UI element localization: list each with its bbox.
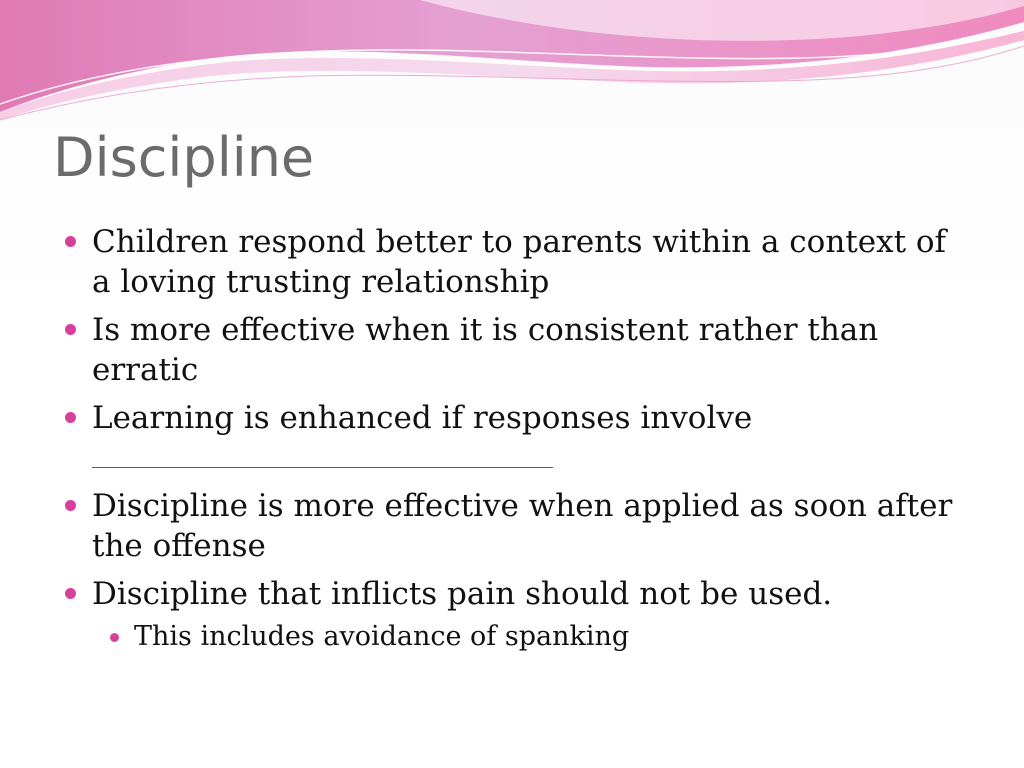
bullet-dot-icon bbox=[65, 412, 76, 423]
bullet-dot-icon bbox=[65, 500, 76, 511]
bullet-text: Discipline that inflicts pain should not be used. bbox=[92, 576, 833, 612]
sub-bullet-text: This includes avoidance of spanking bbox=[134, 621, 630, 652]
bullet-text: Is more effective when it is consistent rather than erratic bbox=[92, 312, 879, 388]
bullet-dot-icon bbox=[110, 633, 119, 642]
bullet-text: Children respond better to parents within a context of a loving trusting relationship bbox=[92, 224, 947, 300]
bullet-item bbox=[92, 310, 972, 390]
sub-bullet-item bbox=[134, 620, 972, 654]
bullet-item bbox=[92, 486, 972, 566]
bullet-list bbox=[92, 222, 972, 654]
bullet-dot-icon bbox=[65, 324, 76, 335]
bullet-item bbox=[92, 222, 972, 302]
bullet-item bbox=[92, 574, 972, 614]
bullet-dot-icon bbox=[65, 588, 76, 599]
bullet-text: Learning is enhanced if responses involve bbox=[92, 400, 753, 436]
bullet-text: Discipline is more effective when applied as soon after the offense bbox=[92, 488, 953, 564]
fill-in-blank-line bbox=[92, 443, 553, 468]
wave-banner-decoration bbox=[0, 0, 1024, 130]
bullet-item bbox=[92, 398, 972, 478]
bullet-dot-icon bbox=[65, 236, 76, 247]
slide-title: Discipline bbox=[53, 126, 315, 189]
